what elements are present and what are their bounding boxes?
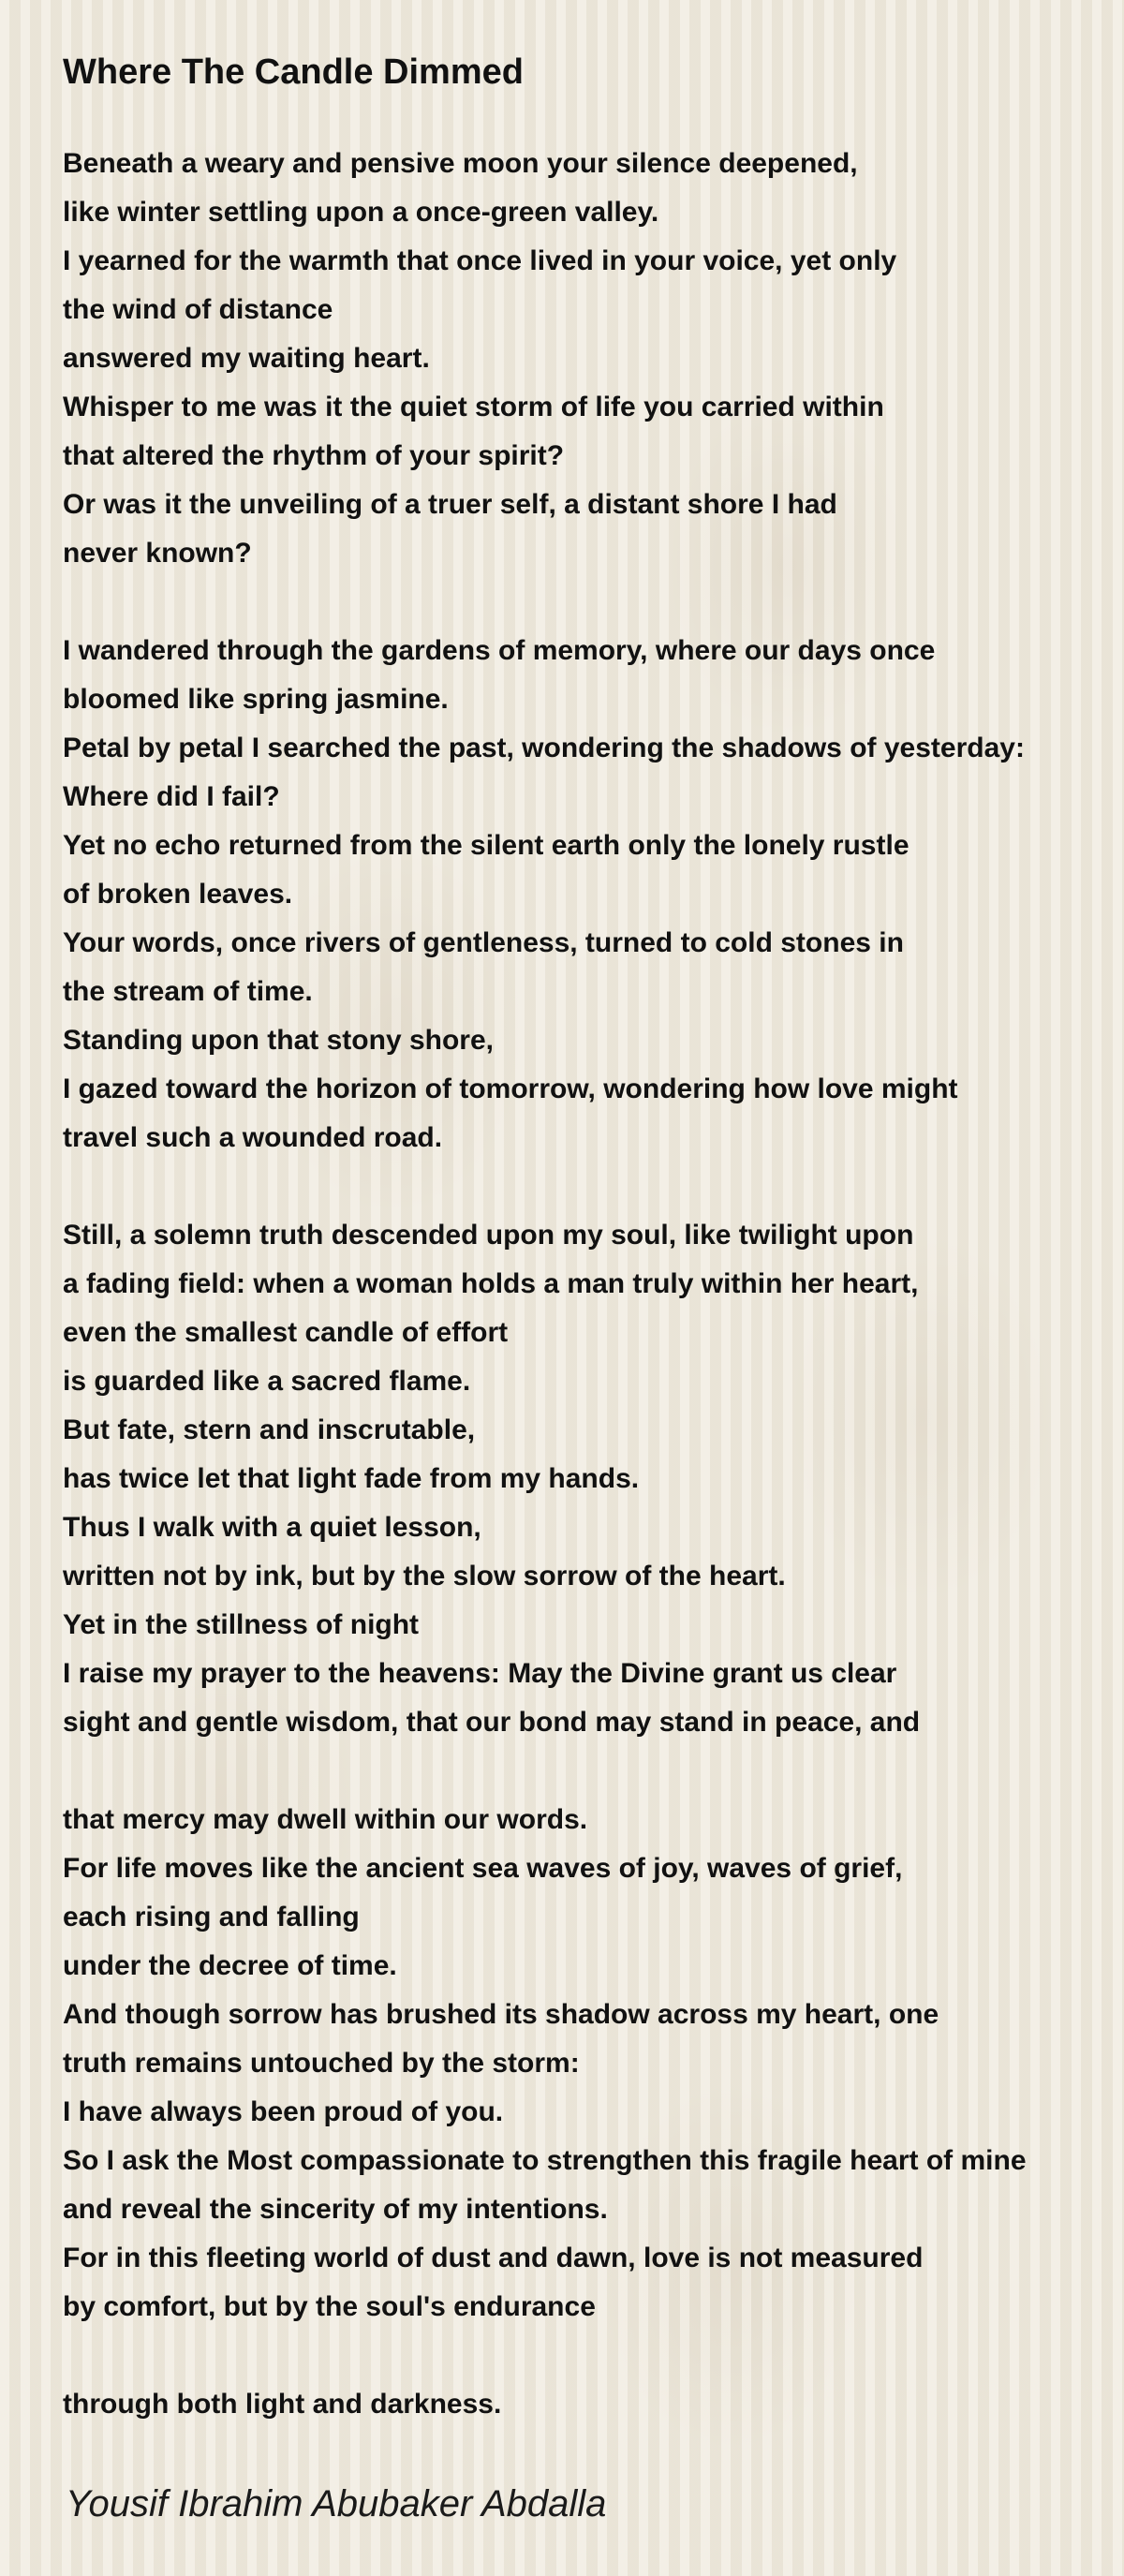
poem-line: I gazed toward the horizon of tomorrow, wondering how love might xyxy=(63,1073,958,1104)
poem-line: But fate, stern and inscrutable, xyxy=(63,1414,476,1445)
poem-line: I raise my prayer to the heavens: May the Divine grant us clear xyxy=(63,1658,897,1689)
poem-line: answered my waiting heart. xyxy=(63,343,430,374)
poem-line: Whisper to me was it the quiet storm of life you carried within xyxy=(63,392,884,422)
poem-line: Yet no echo returned from the silent earth only the lonely rustle xyxy=(63,830,910,861)
stanza-break xyxy=(63,1747,1102,1796)
poem-line: bloomed like spring jasmine. xyxy=(63,684,449,715)
stanza-break xyxy=(63,1162,1102,1211)
poem-line: Where did I fail? xyxy=(63,781,280,812)
stanza-break xyxy=(63,2332,1102,2380)
poem-body xyxy=(63,140,1102,2429)
poem-line: I wandered through the gardens of memory, where our days once xyxy=(63,635,936,666)
poem-line: the stream of time. xyxy=(63,976,313,1007)
stanza-break xyxy=(63,578,1102,627)
poem-line: For in this fleeting world of dust and dawn, love is not measured xyxy=(63,2243,924,2273)
poem-line: of broken leaves. xyxy=(63,879,293,910)
poem-line: like winter settling upon a once-green valley. xyxy=(63,197,659,228)
poem-line: by comfort, but by the soul's endurance xyxy=(63,2291,596,2322)
poem-line: I yearned for the warmth that once lived in your voice, yet only xyxy=(63,245,897,276)
poem-line: that altered the rhythm of your spirit? xyxy=(63,440,565,471)
poem-title: Where The Candle Dimmed xyxy=(63,52,524,92)
poem-line: through both light and darkness. xyxy=(63,2389,502,2420)
poem-line: Your words, once rivers of gentleness, turned to cold stones in xyxy=(63,927,904,958)
poem-line: each rising and falling xyxy=(63,1902,360,1932)
poem-line: written not by ink, but by the slow sorrow of the heart. xyxy=(63,1561,786,1591)
poem-line: travel such a wounded road. xyxy=(63,1122,443,1153)
poem-line: For life moves like the ancient sea waves of joy, waves of grief, xyxy=(63,1853,903,1884)
poem-line: that mercy may dwell within our words. xyxy=(63,1804,588,1835)
poem-author: Yousif Ibrahim Abubaker Abdalla xyxy=(66,2483,607,2524)
poem-line: And though sorrow has brushed its shadow across my heart, one xyxy=(63,1999,939,2030)
poem-line: never known? xyxy=(63,538,252,569)
poem-line: Or was it the unveiling of a truer self, a distant shore I had xyxy=(63,489,837,520)
poem-line: Thus I walk with a quiet lesson, xyxy=(63,1512,481,1543)
poem-line: the wind of distance xyxy=(63,294,333,325)
poem-line: Petal by petal I searched the past, wondering the shadows of yesterday: xyxy=(63,733,1025,763)
poem-line: has twice let that light fade from my hands. xyxy=(63,1463,640,1494)
poem-card xyxy=(63,0,1102,2576)
poem-line: I have always been proud of you. xyxy=(63,2096,504,2127)
poem-line: Standing upon that stony shore, xyxy=(63,1025,494,1056)
poem-line: truth remains untouched by the storm: xyxy=(63,2048,580,2079)
poem-line: Beneath a weary and pensive moon your silence deepened, xyxy=(63,148,858,179)
poem-line: under the decree of time. xyxy=(63,1950,397,1981)
poem-line: Still, a solemn truth descended upon my soul, like twilight upon xyxy=(63,1220,914,1251)
poem-line: sight and gentle wisdom, that our bond may stand in peace, and xyxy=(63,1707,921,1738)
poem-line: Yet in the stillness of night xyxy=(63,1609,420,1640)
poem-line: and reveal the sincerity of my intentions. xyxy=(63,2194,608,2225)
poem-line: is guarded like a sacred flame. xyxy=(63,1366,471,1397)
poem-line: even the smallest candle of effort xyxy=(63,1317,509,1348)
poem-line: a fading field: when a woman holds a man truly within her heart, xyxy=(63,1268,919,1299)
poem-line: So I ask the Most compassionate to strengthen this fragile heart of mine xyxy=(63,2145,1027,2176)
